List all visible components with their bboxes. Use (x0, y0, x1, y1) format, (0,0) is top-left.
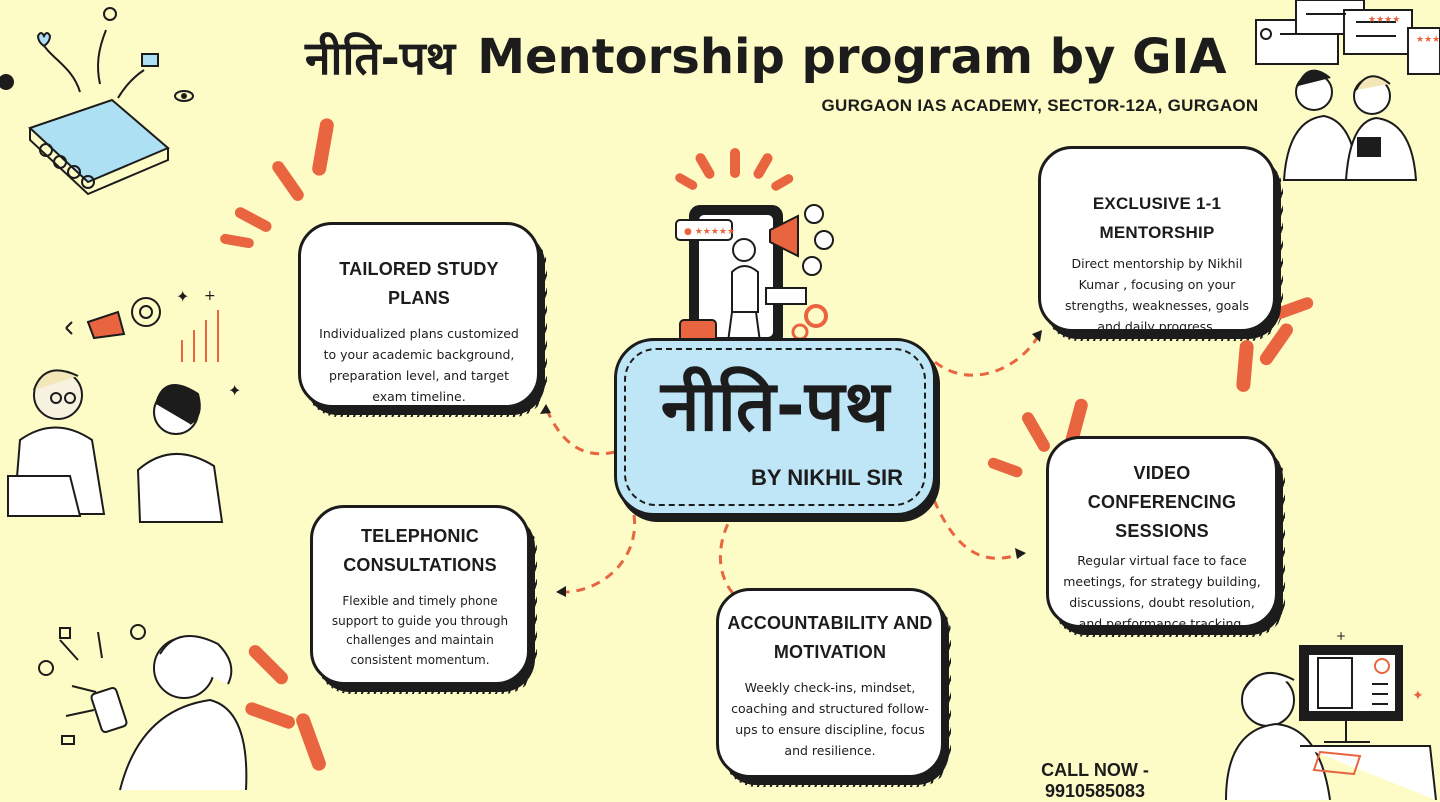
mentorship-body: Direct mentorship by Nikhil Kumar , focusing on your strengths, weaknesses, goals and daily progress. (1065, 256, 1249, 334)
page-title (305, 22, 1227, 92)
telephonic-body: Flexible and timely phone support to guide you through challenges and maintain consistent momentum. (331, 594, 509, 667)
telephonic-card (310, 505, 530, 685)
call-now-text: CALL NOW - 9910585083 (1041, 760, 1149, 801)
mentorship-title: EXCLUSIVE 1-1 MENTORSHIP (1092, 194, 1222, 242)
video-card (1046, 436, 1278, 631)
telephonic-title-line1: TELEPHONIC (360, 526, 479, 546)
center-title-hindi: नीति-पथ (660, 365, 890, 447)
video-title-line2: SESSIONS (1115, 521, 1209, 541)
center-byline: BY NIKHIL SIR (751, 465, 903, 490)
svg-text:★★★★: ★★★★ (1368, 15, 1401, 25)
svg-text:✦: ✦ (1412, 688, 1424, 704)
svg-text:+: + (204, 288, 216, 304)
mentorship-card (1038, 146, 1276, 332)
notebook-illustration (30, 8, 193, 194)
svg-text:+: + (1336, 629, 1347, 643)
study-plans-card (298, 222, 540, 408)
title-hindi: नीति-पथ (305, 31, 456, 85)
study-plans-body: Individualized plans customized to your academic background, preparation level, and target exam timeline. (319, 326, 519, 404)
accountability-title-line1: ACCOUNTABILITY AND (727, 613, 933, 633)
people-illustration (8, 287, 241, 522)
svg-text:● ★★★★★: ● ★★★★★ (684, 227, 736, 237)
video-title-line1: VIDEO CONFERENCING (1087, 463, 1237, 512)
reviewers-illustration (1256, 0, 1440, 180)
svg-text:★★★: ★★★ (1416, 35, 1440, 45)
phone-user-illustration (39, 625, 246, 790)
accountability-title-line2: MOTIVATION (773, 642, 887, 662)
dot (0, 74, 14, 90)
video-body: Regular virtual face to face meetings, for strategy building, discussions, doubt resolution, and performance tracking. (1063, 553, 1261, 631)
telephonic-title-line2: CONSULTATIONS (343, 555, 497, 575)
center-node (614, 338, 936, 516)
study-plans-title: TAILORED STUDY PLANS (339, 259, 499, 308)
svg-text:✦: ✦ (176, 287, 190, 306)
svg-text:✦: ✦ (228, 381, 242, 400)
computer-user-illustration (1226, 629, 1436, 800)
academy-subtitle: GURGAON IAS ACADEMY, SECTOR-12A, GURGAON (821, 96, 1259, 115)
accountability-card (716, 588, 944, 778)
megaphone-illustration (676, 205, 833, 346)
title-english: Mentorship program by GIA (477, 29, 1227, 85)
accountability-body: Weekly check-ins, mindset, coaching and structured follow-ups to ensure discipline, focus and resilience. (731, 680, 929, 758)
